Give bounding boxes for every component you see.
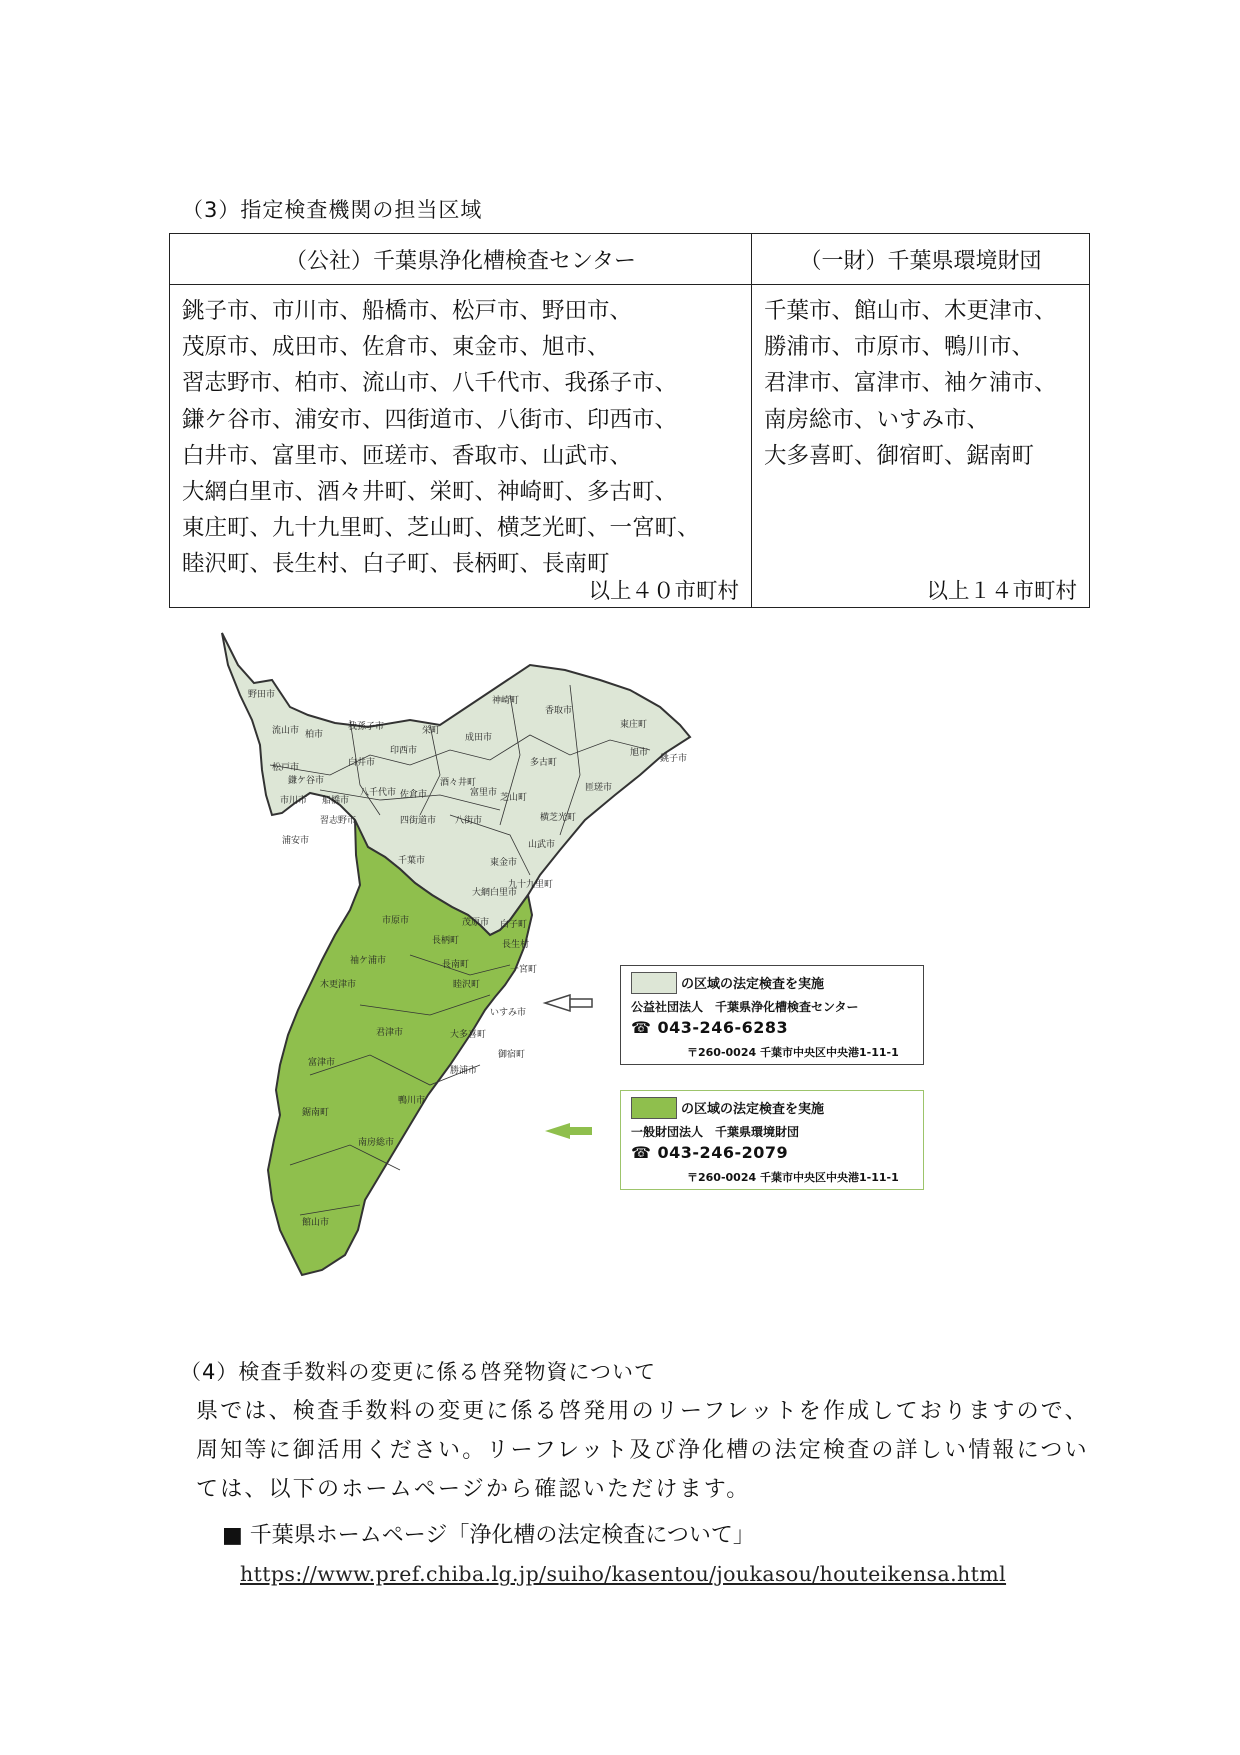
map-label: 我孫子市 [348,722,385,732]
map-label: 栄町 [422,726,441,736]
col2-cell [752,285,1090,608]
map-label: 銚子市 [660,754,688,764]
map-label: 芝山町 [500,793,528,803]
list-line: 習志野市、柏市、流山市、八千代市、我孫子市、 [182,370,678,397]
legend-south-title: の区域の法定検査を実施 [681,1102,825,1117]
inspection-area-table [169,233,1090,608]
map-label: 御宿町 [498,1050,526,1060]
map-label: 千葉市 [398,856,426,866]
map-label: 横芝光町 [540,813,577,823]
legend-south-addr: 〒260-0024 千葉市中央区中央港1-11-1 [687,1171,899,1184]
map-label: 旭市 [630,748,649,758]
map-label: 佐倉市 [400,790,428,800]
col2-total: 以上１４市町村 [926,579,1077,604]
arrow-north-shaft [570,999,592,1007]
map-label: 野田市 [248,690,276,700]
map-label: 大多喜町 [450,1030,487,1040]
col1-cell [170,285,752,608]
map-label: 勝浦市 [450,1066,478,1076]
col2-header: （一財）千葉県環境財団 [752,234,1090,285]
homepage-bullet: ■ 千葉県ホームページ「浄化槽の法定検査について」 [222,1523,755,1548]
map-label: 多古町 [530,758,558,768]
list-line: 睦沢町、長生村、白子町、長柄町、長南町 [182,551,610,578]
legend-north-title: の区域の法定検査を実施 [681,977,825,992]
arrow-north-legend [545,995,570,1011]
map-label: 富津市 [308,1058,336,1068]
list-line: 茂原市、成田市、佐倉市、東金市、旭市、 [182,334,610,361]
legend-south-org: 一般財団法人 千葉県環境財団 [631,1125,800,1139]
col1-municipality-list [170,285,751,583]
map-label: 館山市 [302,1218,330,1228]
map-label: 印西市 [390,746,418,756]
map-label: 柏市 [305,730,324,740]
map-label: 香取市 [545,706,573,716]
list-line: 東庄町、九十九里町、芝山町、横芝光町、一宮町、 [182,515,700,542]
map-label: 白子町 [500,920,528,930]
list-line: 南房総市、いすみ市、 [764,406,990,433]
legend-north-addr: 〒260-0024 千葉市中央区中央港1-11-1 [687,1046,899,1059]
map-label: 鋸南町 [302,1108,330,1118]
phone-icon: ☎ [631,1143,652,1162]
map-label: 君津市 [376,1028,404,1038]
list-line: 君津市、富津市、袖ケ浦市、 [764,370,1057,397]
phone-icon: ☎ [631,1018,652,1037]
legend-north-tel-number: 043-246-6283 [657,1018,789,1037]
arrow-south-legend [545,1123,570,1139]
legend-north-org: 公益社団法人 千葉県浄化槽検査センター [631,1000,859,1014]
map-label: 富里市 [470,788,498,798]
map-label: 八街市 [455,816,483,826]
map-label: 茂原市 [462,918,490,928]
map-label: 長生村 [502,940,530,950]
map-label: 九十九里町 [508,880,554,890]
map-label: 白井市 [348,758,376,768]
legend-north-swatch [631,972,677,994]
legend-south-tel-number: 043-246-2079 [657,1143,789,1162]
legend-south-tel [631,1143,788,1162]
map-label: 酒々井町 [440,778,477,788]
map-label: いすみ市 [490,1008,527,1018]
map-label: 一宮町 [510,965,538,975]
map-label: 袖ケ浦市 [350,956,387,966]
list-line: 大多喜町、御宿町、鋸南町 [764,442,1035,469]
map-label: 流山市 [272,726,300,736]
list-line: 大網白里市、酒々井町、栄町、神崎町、多古町、 [182,479,678,506]
section-3-heading: （3）指定検査機関の担当区域 [182,198,483,222]
map-label: 成田市 [465,733,493,743]
section-4-paragraph: 県では、検査手数料の変更に係る啓発用のリーフレットを作成しておりますので、周知等に御活用ください。リーフレット及び浄化槽の法定検査の詳しい情報については、以下のホームページから確認いただけます。 [196,1399,1089,1502]
list-line: 千葉市、館山市、木更津市、 [764,298,1057,324]
list-line: 鎌ケ谷市、浦安市、四街道市、八街市、印西市、 [182,406,678,433]
list-line: 銚子市、市川市、船橋市、松戸市、野田市、 [182,298,633,324]
map-label: 習志野市 [320,816,357,826]
legend-north-tel [631,1018,788,1037]
list-line: 白井市、富里市、匝瑳市、香取市、山武市、 [182,442,633,469]
map-label: 長柄町 [432,936,460,946]
homepage-link[interactable]: https://www.pref.chiba.lg.jp/suiho/kasentou/joukasou/houteikensa.html [240,1562,1007,1586]
map-label: 東庄町 [620,720,648,730]
legend-south [620,1090,924,1190]
map-label: 市川市 [280,796,308,806]
map-label: 松戸市 [272,763,300,773]
col2-municipality-list [752,285,1089,474]
map-label: 睦沢町 [453,980,481,990]
map-label: 神崎町 [492,696,520,706]
legend-south-swatch [631,1097,677,1119]
map-label: 八千代市 [360,788,397,798]
map-label: 木更津市 [320,980,357,990]
col1-total: 以上４０市町村 [588,579,739,604]
arrow-south-shaft [570,1127,592,1135]
map-label: 南房総市 [358,1138,395,1148]
map-label: 鎌ケ谷市 [288,776,325,786]
map-label: 四街道市 [400,816,437,826]
map-label: 大網白里市 [472,888,518,898]
map-label: 船橋市 [322,796,350,806]
map-label: 匝瑳市 [585,783,613,793]
map-label: 浦安市 [282,836,310,846]
map-label: 鴨川市 [398,1096,426,1106]
map-label: 長南町 [442,960,470,970]
map-label: 山武市 [528,840,556,850]
legend-north [620,965,924,1065]
section-4-heading: （4）検査手数料の変更に係る啓発物資について [180,1360,656,1384]
col1-header: （公社）千葉県浄化槽検査センター [170,234,752,285]
map-label: 市原市 [382,916,410,926]
map-label: 東金市 [490,858,518,868]
list-line: 勝浦市、市原市、鴨川市、 [764,334,1035,361]
